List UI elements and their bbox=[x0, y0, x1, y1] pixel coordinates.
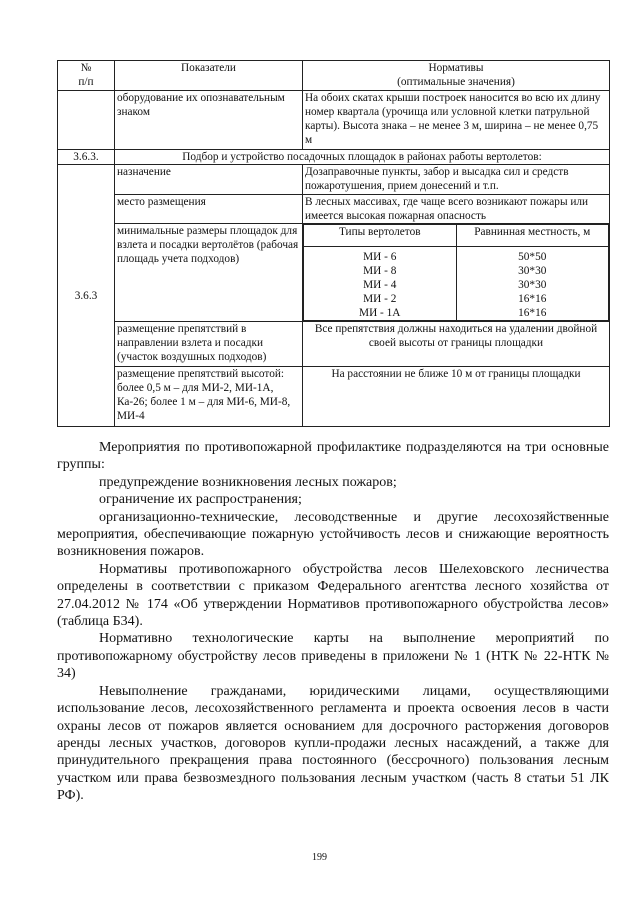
table-header-row bbox=[58, 61, 610, 91]
table-row bbox=[58, 224, 610, 322]
norm-cell: На расстоянии не ближе 10 м от границы площадки bbox=[303, 367, 610, 427]
table-row bbox=[58, 165, 610, 195]
section-number-repeat-text: 3.6.3 bbox=[74, 289, 98, 302]
norm-cell: На обоих скатах крыши построек наносится во всю их длину номер квартала (урочища или условной клетки патрульной карты). Высота знака – не менее 3 м, ширина – не менее 0,75 м bbox=[303, 91, 610, 150]
plain-terrain-header: Равнинная местность, м bbox=[456, 225, 609, 247]
norm-cell: Все препятствия должны находиться на удалении двойной своей высоты от границы площадки bbox=[303, 322, 610, 367]
list-item: предупреждение возникновения лесных пожаров; bbox=[99, 474, 397, 490]
fire-prevention-norms-table bbox=[57, 60, 610, 427]
paragraph: Нормативно технологические карты на выполнение мероприятий по противопожарному обустройству лесов приведены в приложени № 1 (НТК № 22-НТК № 34) bbox=[57, 631, 609, 682]
table-row bbox=[58, 322, 610, 367]
table-row bbox=[58, 195, 610, 224]
header-num: № п/п bbox=[58, 61, 115, 91]
section-title: Подбор и устройство посадочных площадок в районах работы вертолетов: bbox=[115, 150, 610, 165]
indicator-cell: размещение препятствий высотой: более 0,5 м – для МИ-2, МИ-1А, Ка-26; более 1 м – для МИ-6, МИ-8, МИ-4 bbox=[115, 367, 303, 427]
norm-cell: В лесных массивах, где чаще всего возникают пожары или имеется высокая пожарная опасность bbox=[303, 195, 610, 224]
list-item: ограничение их распространения; bbox=[99, 492, 302, 508]
list-item: организационно-технические, лесоводственные и другие лесохозяйственные мероприятия, обеспечивающие пожарную устойчивость лесов и снижающие вероятность возникновения пожаров. bbox=[57, 509, 609, 560]
header-norm: Нормативы (оптимальные значения) bbox=[303, 61, 610, 91]
indicator-cell: минимальные размеры площадок для взлета и посадки вертолётов (рабочая площадь учета подходов) bbox=[115, 224, 303, 322]
paragraph: Мероприятия по противопожарной профилактике подразделяются на три основные группы: bbox=[57, 440, 609, 473]
section-number: 3.6.3. bbox=[58, 150, 115, 165]
header-indicator: Показатели bbox=[115, 61, 303, 91]
table-row bbox=[58, 367, 610, 427]
page-number: 199 bbox=[312, 852, 327, 863]
helicopter-types-list: МИ - 6 МИ - 8 МИ - 4 МИ - 2 МИ - 1А bbox=[304, 247, 457, 321]
indicator-cell: оборудование их опознавательным знаком bbox=[115, 91, 303, 150]
table-section-row bbox=[58, 150, 610, 165]
helicopter-types-header: Типы вертолетов bbox=[304, 225, 457, 247]
helicopter-sizes-cell bbox=[303, 224, 610, 322]
indicator-cell: назначение bbox=[115, 165, 303, 195]
paragraph: Невыполнение гражданами, юридическими лицами, осуществляющими использование лесов, лесохозяйственного регламента и проекта освоения лесов в части охраны лесов от пожаров является основанием для досрочного расторжения договоров аренды лесных участков, договоров купли-продажи лесных насаждений, а также для принудительного прекращения права постоянного (бессрочного) пользования лесным участком или права безвозмездного пользования лесным участком (часть 8 статьи 51 ЛК РФ). bbox=[57, 683, 609, 804]
table-row bbox=[58, 91, 610, 150]
paragraph: Нормативы противопожарного обустройства лесов Шелеховского лесничества определены в соответствии с приказом Федерального агентства лесного хозяйства от 27.04.2012 № 174 «Об утверждении Нормативов противопожарного обустройства лесов» (таблица Б34). bbox=[57, 561, 609, 630]
helicopter-sizes-table bbox=[303, 224, 609, 321]
indicator-cell: размещение препятствий в направлении взлета и посадки (участок воздушных подходов) bbox=[115, 322, 303, 367]
body-text bbox=[57, 439, 609, 805]
site-dimensions-list: 50*50 30*30 30*30 16*16 16*16 bbox=[456, 247, 609, 321]
indicator-cell: место размещения bbox=[115, 195, 303, 224]
num-cell-empty bbox=[58, 91, 115, 150]
norm-cell: Дозаправочные пункты, забор и высадка сил и средств пожаротушения, прием донесений и т.п. bbox=[303, 165, 610, 195]
section-number-repeat bbox=[58, 165, 115, 427]
